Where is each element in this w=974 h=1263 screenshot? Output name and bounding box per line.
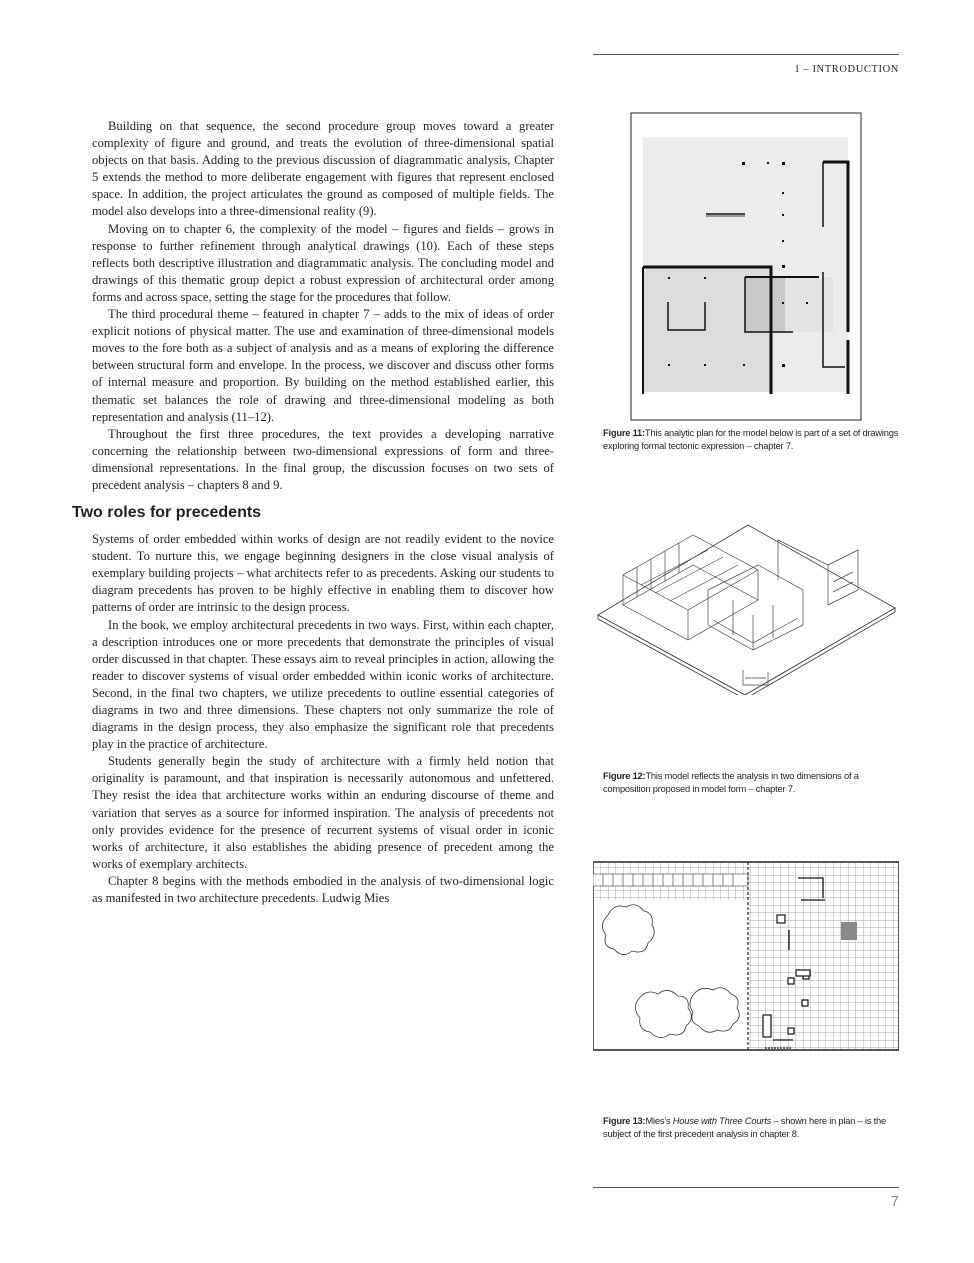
section-heading: Two roles for precedents: [72, 504, 262, 522]
figure-label: Figure 12:: [603, 771, 646, 781]
paragraph: Systems of order embedded within works of design are not readily evident to the novice student. To nurture this, we engage beginning designers in the close visual analysis of exemplary building projects – what architects refer to as precedents. Asking our students to diagram precedents has proven to be highly effective in enabling them to discover how patterns of order are intrinsic to the design process.: [92, 532, 554, 615]
figure-12-caption: [603, 770, 903, 796]
top-rule: [593, 54, 899, 55]
figure-label: Figure 13:: [603, 1116, 646, 1126]
bottom-rule: [593, 1187, 899, 1188]
paragraph: Chapter 8 begins with the methods embodied in the analysis of two-dimensional logic as manifested in two architecture precedents. Ludwig Mies: [92, 873, 554, 906]
figure-caption: Mies’s: [645, 1116, 673, 1126]
figure-label: Figure 11:: [603, 428, 645, 438]
figure-caption: – shown here in plan – is the subject of the first precedent analysis in chapter 8.: [603, 1116, 886, 1139]
paragraph: Throughout the first three procedures, the text provides a developing narrative concerning the relationship between two-dimensional expressions of form and three-dimensional representations. In the final group, the discussion focuses on two sets of precedent analysis – chapters 8 and 9.: [92, 426, 554, 492]
figure-caption-title: House with Three Courts: [672, 1116, 772, 1126]
figure-caption: This model reflects the analysis in two dimensions of a composition proposed in model form – chapter 7.: [603, 771, 859, 794]
running-head: 1 – INTRODUCTION: [794, 64, 899, 75]
figure-12-axonometric: [593, 520, 899, 695]
paragraph: Building on that sequence, the second procedure group moves toward a greater complexity of figure and ground, and treats the evolution of three-dimensional spatial objects on that basis. Adding to the previous discussion of diagrammatic analysis, Chapter 5 extends the method to more deliberate engagement with figures that represent enclosed space. In addition, the project articulates the ground as composed of multiple fields. The model also develops into a three-dimensional reality (9).: [92, 119, 554, 219]
body-text: [72, 118, 554, 907]
paragraph: The third procedural theme – featured in chapter 7 – adds to the mix of ideas of order explicit notions of physical matter. The use and examination of three-dimensional models moves to the fore both as a subject of analysis and as a means of exploring the difference between structural form and envelope. In the process, we discover and discuss other forms of internal measure and proportion. By building on the method established earlier, this thematic set balances the role of drawing and three-dimensional modeling as both representation and analysis (11–12).: [92, 307, 554, 424]
figure-13-plan: [593, 860, 899, 1060]
figure-11-plan: [593, 112, 899, 422]
paragraph: In the book, we employ architectural precedents in two ways. First, within each chapter, a description introduces one or more precedents that demonstrate the principles of visual order discussed in that chapter. These essays aim to reveal principles in action, allowing the reader to discover systems of visual order embedded within iconic works of architecture. Second, in the final two chapters, we utilize precedents to outline essential categories of diagrams in two and three dimensions. These chapters not only summarize the role of diagrams in the design process, they also emphasize the significant role that precedents play in the practice of architecture.: [92, 617, 554, 752]
page-number: 7: [890, 1193, 899, 1210]
figure-13-caption: [603, 1115, 903, 1141]
figure-11-caption: [603, 427, 903, 453]
figure-caption: This analytic plan for the model below is part of a set of drawings exploring formal tectonic expression – chapter 7.: [603, 428, 899, 451]
paragraph: Moving on to chapter 6, the complexity of the model – figures and fields – grows in response to further refinement through analytical drawings (10). Each of these steps reflects both descriptive illustration and diagrammatic analysis. The concluding model and drawings of this thematic group depict a robust expression of architectural order among forms and across space, setting the stage for the procedures that follow.: [92, 221, 554, 304]
paragraph: Students generally begin the study of architecture with a firmly held notion that originality is paramount, and that inspiration is necessarily autonomous and unfettered. They resist the idea that architecture works within an enduring discourse of theme and variation that serves as a source for informed inspiration. The analysis of precedents not only provides evidence for the presence of recurrent systems of visual order in iconic works of architecture, it also establishes the abiding presence of precedent among the works of exemplary architects.: [92, 754, 554, 871]
